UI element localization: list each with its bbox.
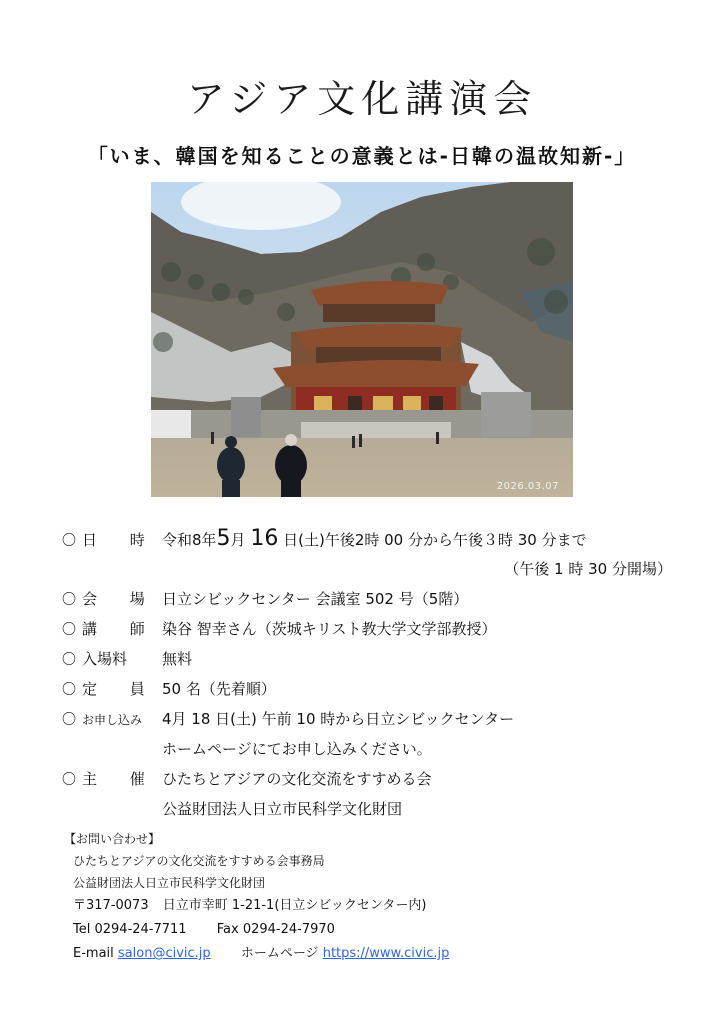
circle-bullet-icon: 〇 [62,772,76,788]
circle-bullet-icon: 〇 [62,592,76,608]
organizer-label: 主 催 [82,770,159,788]
tel-label: Tel [73,922,91,937]
capacity-label: 定 員 [82,680,159,698]
lecturer-value: 染谷 智幸さん（茨城キリスト教大学文学部教授） [162,620,497,638]
circle-bullet-icon: 〇 [62,682,76,698]
postal-code: 〒317-0073 [73,898,149,913]
address: 日立市幸町 1-21-1(日立シビックセンター内) [162,898,427,913]
tel-number: 0294-24-7711 [94,922,187,937]
organizer-row-2 [62,794,702,824]
capacity-value: 50 名（先着順） [162,680,276,698]
contact-org1: ひたちとアジアの文化交流をすすめる会事務局 [73,854,325,868]
fax-label: Fax [216,922,239,937]
lecturer-label: 講 師 [82,620,159,638]
temple-illustration [151,182,573,497]
circle-bullet-icon: 〇 [62,652,76,668]
homepage-link[interactable]: https://www.civic.jp [322,946,450,961]
lecture-subtitle: 「いま、韓国を知ることの意義とは-日韓の温故知新-」 [87,144,637,168]
datetime-value [162,524,587,555]
temple-photo [151,182,573,497]
application-value-line1: 4月 18 日(土) 午前 10 時から日立シビックセンター [162,710,515,728]
lecturer-row [62,614,702,644]
event-details [62,524,702,824]
fee-row [62,644,702,674]
application-row-2 [62,734,702,764]
organizer-row [62,764,702,794]
datetime-month-unit: 月 [230,531,246,549]
fee-label: 入場料 [82,650,128,668]
organizer-value-line1: ひたちとアジアの文化交流をすすめる会 [162,770,432,788]
email-label: E-mail [73,946,114,961]
datetime-row [62,524,702,554]
page-title: アジア文化講演会 [186,77,538,121]
contact-org2: 公益財団法人日立市民科学文化財団 [73,876,266,890]
application-value-line2: ホームページにてお申し込みください。 [162,740,432,758]
application-label: お申し込み [82,713,143,727]
contact-heading: 【お問い合わせ】 [64,832,161,846]
datetime-era: 令和8年 [162,531,217,549]
fee-value: 無料 [162,650,193,668]
application-row [62,704,702,734]
circle-bullet-icon: 〇 [62,622,76,638]
circle-bullet-icon: 〇 [62,533,76,549]
datetime-day: 16 [250,526,279,551]
circle-bullet-icon: 〇 [62,712,76,728]
photo-date-stamp: 2026.03.07 [496,481,559,492]
contact-section [64,828,449,966]
venue-label: 会 場 [82,590,159,608]
datetime-month: 5 [216,526,231,551]
doors-open-note: （午後 1 時 30 分開場） [504,560,672,578]
venue-value: 日立シビックセンター 会議室 502 号（5階） [162,590,469,608]
datetime-time: 日(土)午後2時 00 分から午後３時 30 分まで [283,531,587,549]
capacity-row [62,674,702,704]
contact-address-line [64,894,449,918]
contact-web-line [64,942,449,966]
venue-row [62,584,702,614]
datetime-label: 日 時 [82,531,159,549]
homepage-label: ホームページ [240,946,319,961]
doors-open-row [62,554,702,584]
contact-phone-line [64,918,449,942]
email-link[interactable]: salon@civic.jp [117,946,211,961]
organizer-value-line2: 公益財団法人日立市民科学文化財団 [162,800,403,818]
fax-number: 0294-24-7970 [242,922,335,937]
